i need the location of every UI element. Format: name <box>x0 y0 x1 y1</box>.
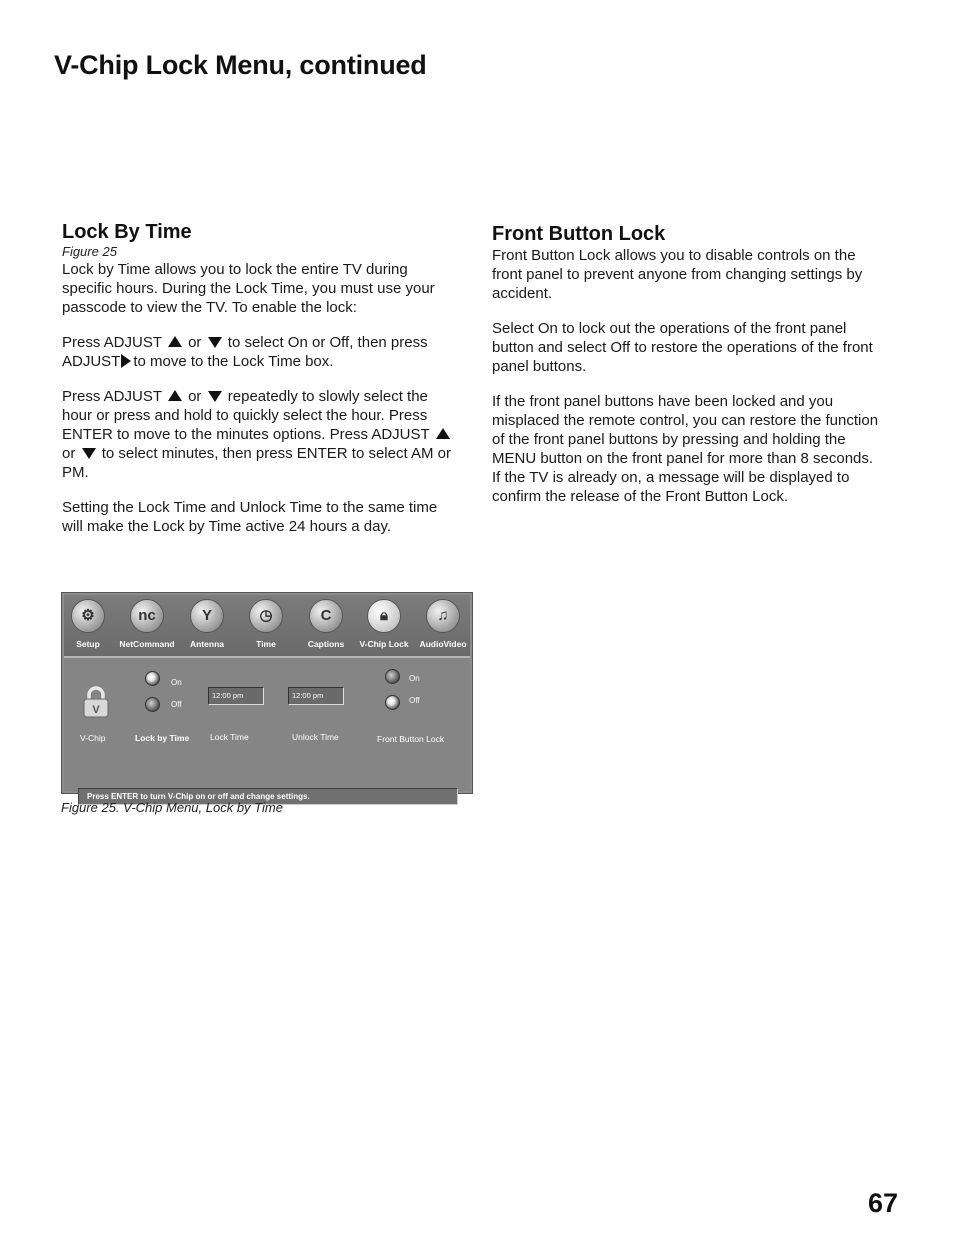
lock-time-label: Lock Time <box>210 732 249 742</box>
unlock-time-field[interactable]: 12:00 pm <box>288 687 344 705</box>
lock-by-time-intro: Lock by Time allows you to lock the entire TV during specific hours. During the Lock Time, you must use your passcode to view the TV. To enable the lock: <box>62 261 435 316</box>
lock-by-time-section <box>62 221 452 536</box>
adjust-down-icon <box>82 448 96 459</box>
front-button-lock-on-radio[interactable] <box>385 669 400 684</box>
front-button-lock-intro: Front Button Lock allows you to disable controls on the front panel to prevent anyone from changing settings by accident. <box>492 247 863 302</box>
page-number: 67 <box>868 1188 899 1218</box>
lock-by-time-on-label: On <box>171 678 182 687</box>
tab-time[interactable]: ◷ Time <box>236 599 296 649</box>
setup-icon: ⚙ <box>71 599 105 633</box>
lock-by-time-label: Lock by Time <box>135 733 190 743</box>
figure-caption: Figure 25. V-Chip Menu, Lock by Time <box>61 800 283 815</box>
adjust-right-icon <box>121 354 131 368</box>
clock-icon: ◷ <box>249 599 283 633</box>
lock-by-time-step-2: Press ADJUST or repeatedly to slowly select the hour or press and hold to quickly select the hour. Press ENTER to move to the minutes options. Press ADJUST or to select minutes, then press ENTER to select AM or PM. <box>62 388 451 481</box>
lock-by-time-step-1: Press ADJUST or to select On or Off, then press ADJUST to move to the Lock Time box. <box>62 334 428 370</box>
adjust-up-icon <box>168 336 182 347</box>
front-button-lock-section <box>492 223 884 506</box>
lock-by-time-off-radio[interactable] <box>145 697 160 712</box>
front-button-lock-on-label: On <box>409 674 420 683</box>
tab-antenna[interactable]: Y Antenna <box>177 599 237 649</box>
front-button-lock-heading: Front Button Lock <box>492 223 666 245</box>
tab-vchip-lock[interactable]: 🔒︎ V-Chip Lock <box>354 599 414 649</box>
figure-reference: Figure 25 <box>62 244 117 259</box>
page-title: V-Chip Lock Menu, continued <box>54 50 427 80</box>
front-button-lock-label: Front Button Lock <box>377 734 445 744</box>
lock-by-time-heading: Lock By Time <box>62 221 192 243</box>
adjust-up-icon <box>436 428 450 439</box>
lock-by-time-note: Setting the Lock Time and Unlock Time to the same time will make the Lock by Time active 24 hours a day. <box>62 499 438 535</box>
captions-icon: C <box>309 599 343 633</box>
front-button-lock-usage: Select On to lock out the operations of the front panel button and select Off to restore the operations of the front panel buttons. <box>492 320 873 375</box>
tab-netcommand[interactable]: nc NetCommand <box>117 599 177 649</box>
tab-audiovideo[interactable]: ♫ AudioVideo <box>413 599 473 649</box>
tab-captions[interactable]: C Captions <box>296 599 356 649</box>
menu-body <box>64 658 470 801</box>
front-button-lock-restore: If the front panel buttons have been locked and you misplaced the remote control, you can restore the function of the front panel buttons by pressing and holding the MENU button on the front panel for more than 8 seconds. If the TV is already on, a message will be displayed to confirm the release of the Front Button Lock. <box>492 393 879 505</box>
front-button-lock-off-radio[interactable] <box>385 695 400 710</box>
menu-status-bar: Press ENTER to turn V-Chip on or off and change settings. <box>78 788 458 805</box>
menu-tab-bar <box>64 595 470 658</box>
adjust-down-icon <box>208 337 222 348</box>
lock-by-time-on-radio[interactable] <box>145 671 160 686</box>
front-button-lock-off-label: Off <box>409 696 420 705</box>
vchip-padlock-icon[interactable] <box>81 685 111 719</box>
antenna-icon: Y <box>190 599 224 633</box>
vchip-label: V-Chip <box>80 733 106 743</box>
lock-time-field[interactable]: 12:00 pm <box>208 687 264 705</box>
lock-by-time-off-label: Off <box>171 700 182 709</box>
unlock-time-label: Unlock Time <box>292 732 339 742</box>
adjust-up-icon <box>168 390 182 401</box>
adjust-down-icon <box>208 391 222 402</box>
netcommand-icon: nc <box>130 599 164 633</box>
vchip-menu-screenshot <box>61 592 473 801</box>
audio-video-icon: ♫ <box>426 599 460 633</box>
svg-text:V: V <box>92 704 100 716</box>
padlock-icon: 🔒︎ <box>367 599 401 633</box>
tab-setup[interactable]: ⚙ Setup <box>58 599 118 649</box>
